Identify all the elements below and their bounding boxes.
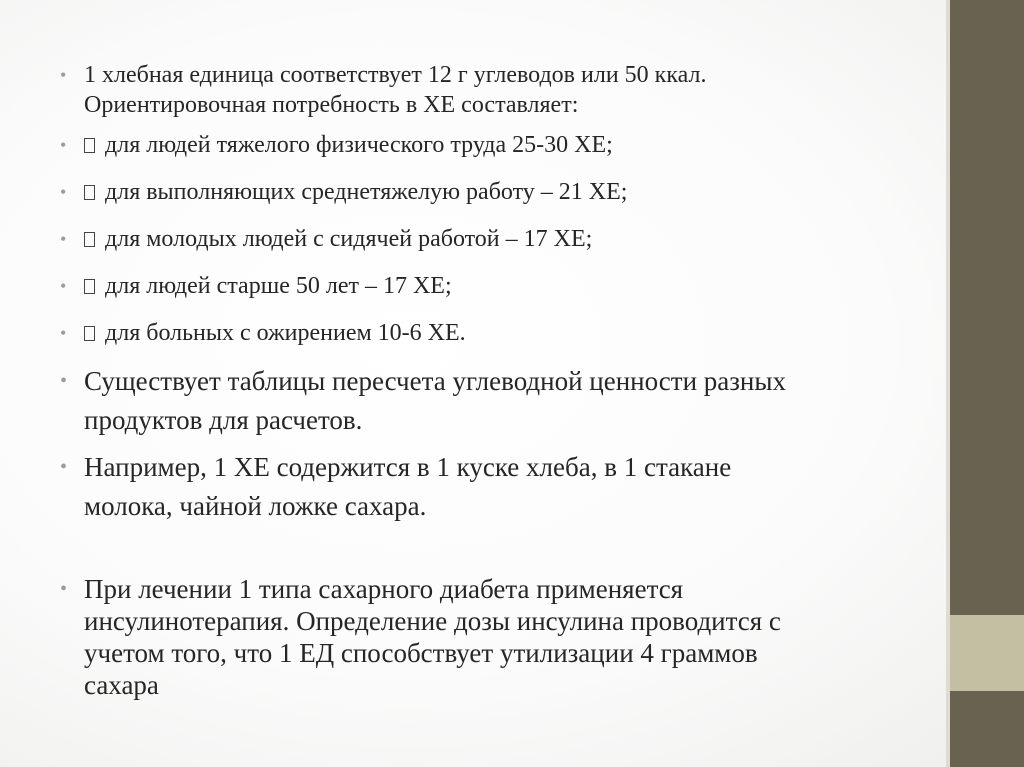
bullet-marker: • bbox=[60, 323, 67, 343]
bullet-text: Существует таблицы пересчета углеводной ценности разных продуктов для расчетов. bbox=[84, 366, 787, 435]
bullet-text: для больных с ожирением 10-6 ХЕ. bbox=[84, 318, 466, 348]
bullet-marker: • bbox=[60, 135, 67, 155]
checkbox-square-icon bbox=[84, 232, 95, 247]
bullet-text: При лечении 1 типа сахарного диабета применяется инсулинотерапия. Определение дозы инсулина проводится с учетом того, что 1 ЕД способствует утилизации 4 граммов сахара bbox=[84, 574, 781, 700]
bullet-marker: • bbox=[60, 229, 67, 249]
bullet-text: для людей тяжелого физического труда 25-30 ХЕ; bbox=[84, 130, 613, 160]
side-band-accent-block bbox=[950, 615, 1024, 691]
bullet-marker: • bbox=[60, 182, 67, 202]
bullet-text: 1 хлебная единица соответствует 12 г углеводов или 50 ккал. Ориентировочная потребность в ХЕ составляет: bbox=[84, 62, 707, 118]
bullet-text: для молодых людей с сидячей работой – 17 ХЕ; bbox=[84, 224, 592, 254]
bullet-text: Например, 1 ХЕ содержится в 1 куске хлеба, в 1 стакане молока, чайной ложке сахара. bbox=[84, 452, 732, 521]
checkbox-square-icon bbox=[84, 185, 95, 200]
bullet-text: для людей старше 50 лет – 17 ХЕ; bbox=[84, 271, 452, 301]
bullet-marker: • bbox=[60, 456, 68, 478]
bullet-marker: • bbox=[60, 370, 68, 392]
checkbox-square-icon bbox=[84, 138, 95, 153]
checkbox-square-icon bbox=[84, 279, 95, 294]
checkbox-square-icon bbox=[84, 326, 95, 341]
bullet-text: для выполняющих среднетяжелую работу – 21 ХЕ; bbox=[84, 177, 627, 207]
bullet-marker: • bbox=[60, 65, 67, 85]
bullet-marker: • bbox=[60, 578, 68, 600]
bullet-marker: • bbox=[60, 276, 67, 296]
